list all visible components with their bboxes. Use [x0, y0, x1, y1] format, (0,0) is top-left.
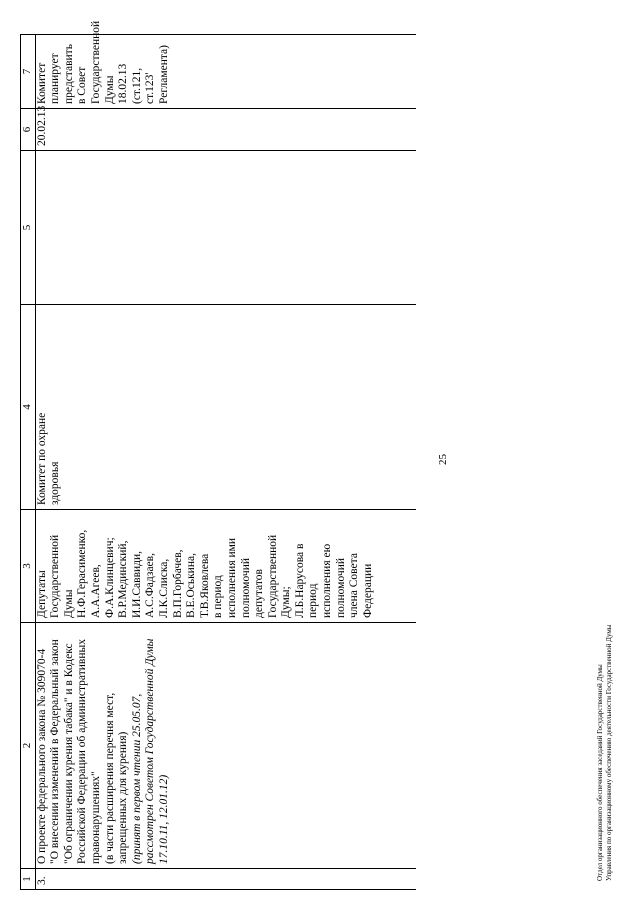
column-header-2: 2: [21, 623, 36, 869]
note-line: Думы 18.02.13: [103, 63, 130, 104]
date-cell: [35, 105, 416, 151]
author-line: исполнения ими: [225, 537, 238, 618]
author-line: депутатов: [253, 569, 266, 618]
note-cell: [35, 20, 416, 109]
project-status-line: 17.10.11, 12.01.12): [157, 774, 170, 864]
author-line: члена Совета: [348, 553, 361, 618]
project-line: "Об ограничении курения табака" и в Кодекс: [62, 643, 75, 864]
author-line: Ф.А.Клинцевич;: [103, 537, 116, 618]
project-line: Российской Федерации об административных: [76, 639, 89, 864]
project-line: правонарушениях": [89, 771, 102, 864]
project-line: "О внесении изменений в Федеральный закон: [49, 639, 62, 864]
note-line: представить в Совет: [62, 44, 89, 104]
column-header-6: 6: [21, 109, 36, 151]
note-line: Государственной: [89, 20, 102, 104]
legislation-table: [20, 20, 416, 890]
author-line: в период: [212, 575, 225, 618]
project-line: запрещенных для курения): [117, 731, 130, 864]
footer-line: Управления по организационному обеспечению деятельности Государственной Думы: [605, 624, 613, 881]
author-line: Федерации: [361, 563, 374, 618]
author-line: В.П.Горбачев,: [171, 549, 184, 618]
column-header-5: 5: [21, 151, 36, 305]
committee-cell: [35, 305, 416, 510]
column-header-1: 1: [21, 869, 36, 890]
column-number-row: [21, 35, 36, 890]
column-header-3: 3: [21, 510, 36, 623]
author-line: Государственной: [266, 534, 279, 618]
author-line: полномочий: [239, 558, 252, 618]
committee-line: Комитет по охране: [35, 412, 48, 505]
authors-cell: [35, 510, 416, 623]
project-cell: [35, 623, 416, 869]
note-line: Регламента): [157, 45, 170, 104]
author-line: Государственной: [49, 534, 62, 618]
author-line: Думы;: [280, 586, 293, 618]
author-line: Л.Б.Нарусова в: [293, 543, 306, 618]
column-5-cell: [35, 151, 416, 305]
project-line: (в части расширения перечня мест,: [103, 692, 116, 864]
footer: [596, 625, 614, 881]
date-value: 20.02.13: [35, 105, 48, 146]
note-line: (ст.121, ст.123': [130, 67, 157, 104]
author-line: Депутаты: [35, 570, 48, 618]
project-line: О проекте федерального закона № 309070-4: [35, 648, 48, 864]
row-number: 3.: [35, 876, 48, 885]
project-status-line: (принят в первом чтении 25.05.07,: [130, 693, 143, 864]
author-line: И.И.Саввиди,: [130, 550, 143, 618]
author-line: исполнения ею: [321, 543, 334, 618]
project-status-line: рассмотрен Советом Государственной Думы: [144, 638, 157, 864]
author-line: Думы: [62, 589, 75, 618]
column-header-4: 4: [21, 305, 36, 510]
author-line: Т.В.Яковлева: [198, 553, 211, 618]
page-number: 25: [437, 454, 449, 465]
author-line: период: [307, 583, 320, 618]
row-number-cell: [35, 869, 416, 890]
author-line: Н.Ф.Герасименко,: [76, 529, 89, 618]
table-row: [35, 35, 416, 890]
footer-line: Отдел организационного обеспечения заседаний Государственной Думы: [596, 664, 604, 881]
author-line: А.С.Фадзаев,: [144, 553, 157, 618]
author-line: В.Е.Оськина,: [185, 553, 198, 618]
author-line: В.Р.Мединский,: [117, 540, 130, 618]
column-header-7: 7: [21, 35, 36, 109]
author-line: полномочий: [334, 558, 347, 618]
author-line: А.А.Агеев,: [89, 564, 102, 618]
note-line: Комитет планирует: [35, 53, 62, 104]
committee-line: здоровья: [49, 461, 62, 505]
author-line: Л.К.Слиска,: [157, 558, 170, 618]
